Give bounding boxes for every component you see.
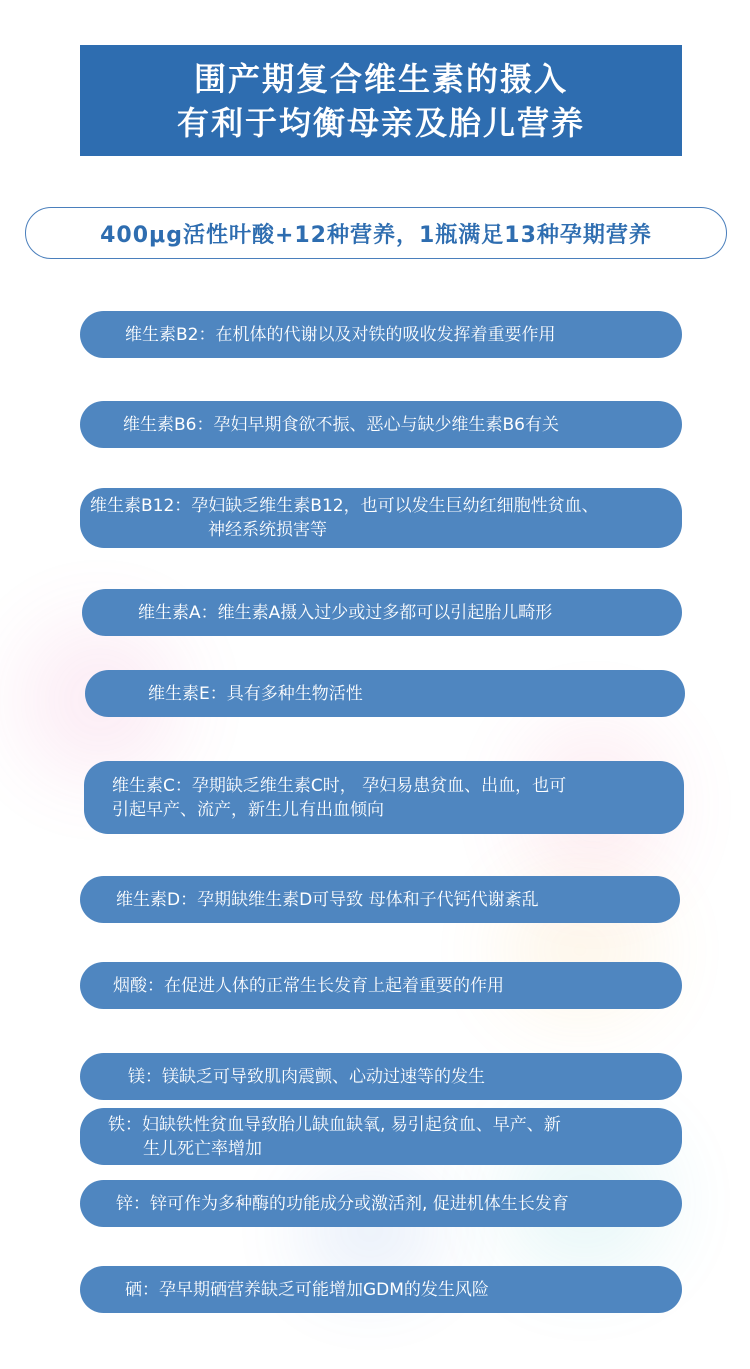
item-text: 维生素C：孕期缺乏维生素C时， 孕妇易患贫血、出血，也可 [112,775,567,796]
item-text: 维生素E：具有多种生物活性 [148,683,363,704]
item-text: 维生素B6：孕妇早期食欲不振、恶心与缺少维生素B6有关 [123,414,559,435]
page-title [80,45,682,156]
item-text: 维生素A：维生素A摄入过少或过多都可以引起胎儿畸形 [138,602,553,623]
nutrient-item-vitamin-d [80,876,680,923]
nutrient-item-vitamin-c [84,761,684,834]
nutrient-item-niacin [80,962,682,1009]
item-text: 烟酸：在促进人体的正常生长发育上起着重要的作用 [113,975,504,996]
item-text-continued: 生儿死亡率增加 [143,1138,262,1159]
item-text: 硒：孕早期硒营养缺乏可能增加GDM的发生风险 [125,1279,489,1300]
item-text: 维生素D：孕期缺维生素D可导致 母体和子代钙代谢紊乱 [116,889,539,910]
item-text: 维生素B2：在机体的代谢以及对铁的吸收发挥着重要作用 [125,324,556,345]
subtitle-text: 400μg活性叶酸+12种营养，1瓶满足13种孕期营养 [100,222,652,248]
nutrient-item-magnesium [80,1053,682,1100]
nutrient-item-vitamin-b6 [80,401,682,448]
nutrient-item-vitamin-a [82,589,682,636]
nutrient-item-vitamin-b12 [80,488,682,548]
nutrient-item-iron [80,1108,682,1165]
nutrient-item-zinc [80,1180,682,1227]
subtitle-banner [25,207,727,259]
item-text: 锌：锌可作为多种酶的功能成分或激活剂, 促进机体生长发育 [116,1193,569,1214]
item-text: 镁：镁缺乏可导致肌肉震颤、心动过速等的发生 [128,1066,485,1087]
nutrient-item-vitamin-b2 [80,311,682,358]
title-line-2: 有利于均衡母亲及胎儿营养 [176,103,585,142]
title-line-1: 围产期复合维生素的摄入 [193,59,568,98]
nutrient-item-selenium [80,1266,682,1313]
item-text-continued: 神经系统损害等 [208,520,327,540]
item-text: 铁：妇缺铁性贫血导致胎儿缺血缺氧, 易引起贫血、早产、新 [108,1114,561,1135]
item-text-continued: 引起早产、流产，新生儿有出血倾向 [112,799,384,820]
nutrient-item-vitamin-e [85,670,685,717]
item-text: 维生素B12：孕妇缺乏维生素B12，也可以发生巨幼红细胞性贫血、 [90,496,599,516]
